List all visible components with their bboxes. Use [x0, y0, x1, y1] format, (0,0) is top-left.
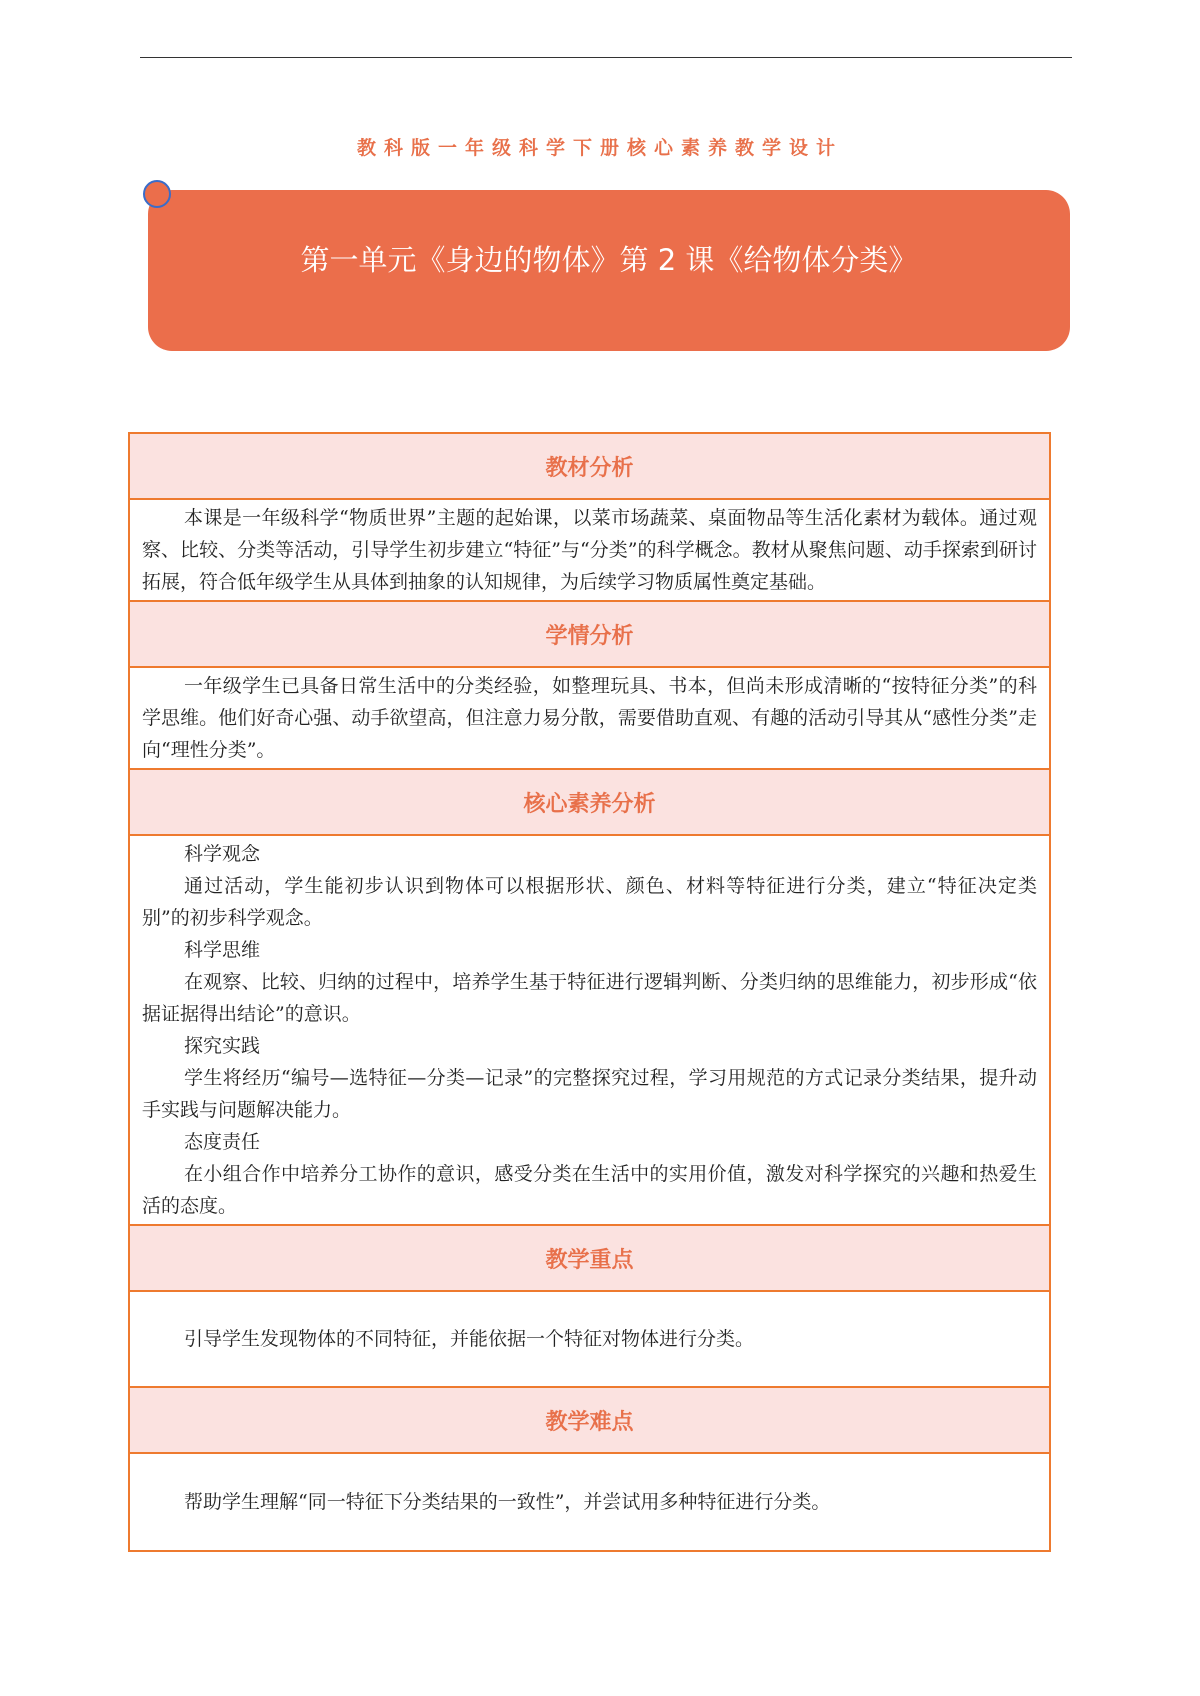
paragraph: 在观察、比较、归纳的过程中，培养学生基于特征进行逻辑判断、分类归纳的思维能力，初步形成“依据证据得出结论”的意识。: [142, 971, 1037, 1025]
section-body-teaching-difficulty: [130, 1454, 1049, 1550]
section-body-core-literacy: [130, 836, 1049, 1226]
banner-title: 第一单元《身边的物体》第 2 课《给物体分类》: [300, 243, 918, 277]
section-heading-teaching-focus: 教学重点: [130, 1226, 1049, 1292]
lesson-analysis-table: [128, 432, 1051, 1552]
banner-dot-decoration: [143, 180, 171, 208]
subheading-scientific-concept: 科学观念: [184, 843, 261, 865]
section-body-textbook-analysis: [130, 500, 1049, 602]
paragraph: 帮助学生理解“同一特征下分类结果的一致性”，并尝试用多种特征进行分类。: [184, 1491, 831, 1513]
paragraph: 学生将经历“编号—选特征—分类—记录”的完整探究过程，学习用规范的方式记录分类结果，提升动手实践与问题解决能力。: [142, 1067, 1037, 1121]
subheading-scientific-thinking: 科学思维: [184, 939, 261, 961]
section-heading-teaching-difficulty: 教学难点: [130, 1388, 1049, 1454]
paragraph: 本课是一年级科学“物质世界”主题的起始课，以菜市场蔬菜、桌面物品等生活化素材为载体。通过观察、比较、分类等活动，引导学生初步建立“特征”与“分类”的科学概念。教材从聚焦问题、动手探索到研讨拓展，符合低年级学生从具体到抽象的认知规律，为后续学习物质属性奠定基础。: [142, 507, 1037, 593]
document-header: 教科版一年级科学下册核心素养教学设计: [356, 137, 843, 159]
paragraph: 通过活动，学生能初步认识到物体可以根据形状、颜色、材料等特征进行分类，建立“特征决定类别”的初步科学观念。: [142, 875, 1037, 929]
title-banner: [148, 190, 1070, 351]
section-body-student-analysis: [130, 668, 1049, 770]
paragraph: 引导学生发现物体的不同特征，并能依据一个特征对物体进行分类。: [184, 1328, 755, 1350]
section-heading-student-analysis: 学情分析: [130, 602, 1049, 668]
subheading-inquiry-practice: 探究实践: [184, 1035, 261, 1057]
header-rule: [140, 57, 1072, 58]
paragraph: 一年级学生已具备日常生活中的分类经验，如整理玩具、书本，但尚未形成清晰的“按特征分类”的科学思维。他们好奇心强、动手欲望高，但注意力易分散，需要借助直观、有趣的活动引导其从“感性分类”走向“理性分类”。: [142, 675, 1037, 761]
section-heading-core-literacy: 核心素养分析: [130, 770, 1049, 836]
subheading-attitude-responsibility: 态度责任: [184, 1131, 261, 1153]
paragraph: 在小组合作中培养分工协作的意识，感受分类在生活中的实用价值，激发对科学探究的兴趣和热爱生活的态度。: [142, 1163, 1037, 1217]
section-heading-textbook-analysis: 教材分析: [130, 434, 1049, 500]
section-body-teaching-focus: [130, 1292, 1049, 1388]
